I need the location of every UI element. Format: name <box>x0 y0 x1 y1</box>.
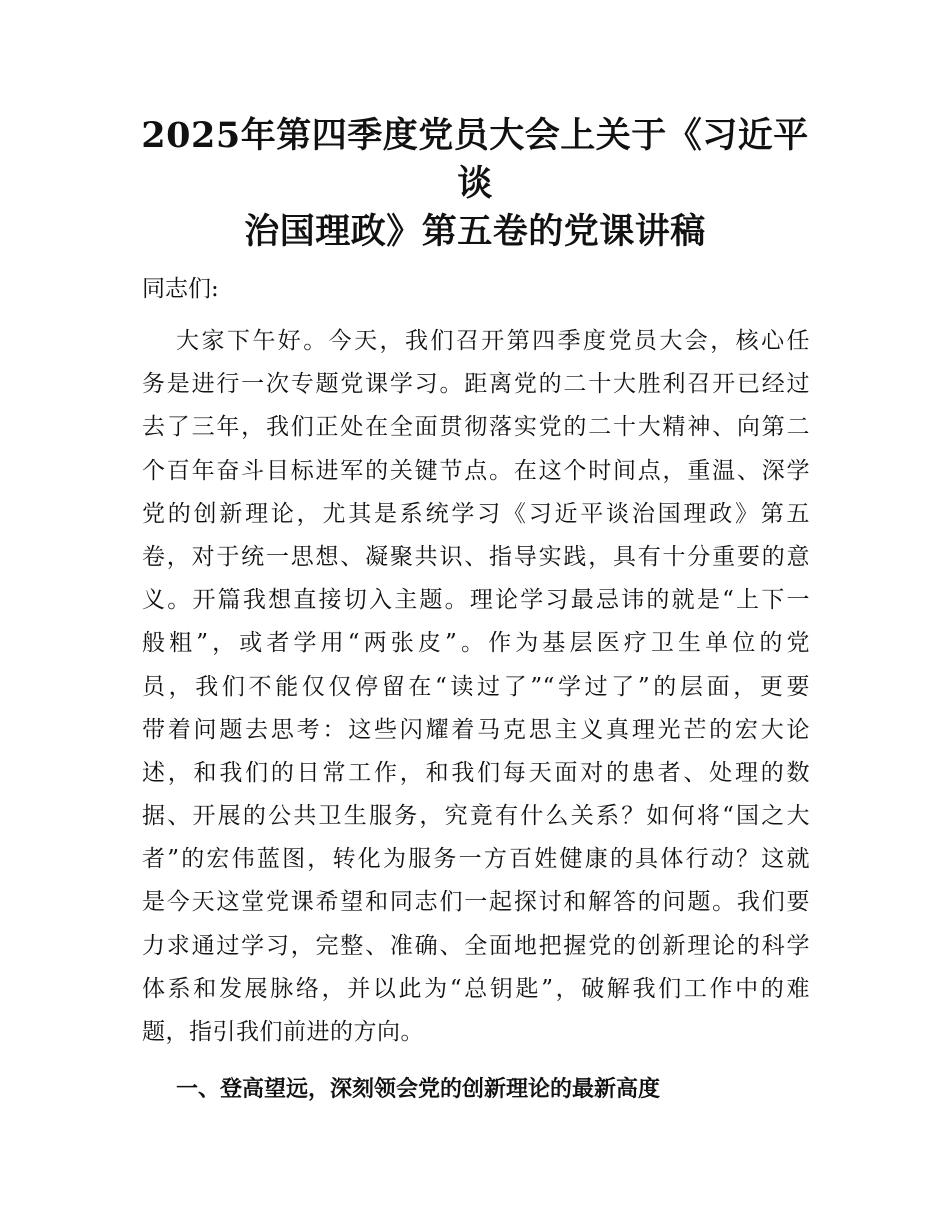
document-title <box>130 112 820 256</box>
body-paragraph <box>142 320 810 1054</box>
title-line-1: 2025年第四季度党员大会上关于《习近平谈 <box>141 115 809 204</box>
paragraph-line: 带着问题去思考：这些闪耀着马克思主义真理光芒的宏大论 <box>142 716 810 743</box>
paragraph-line: 题，指引我们前进的方向。 <box>142 1019 424 1045</box>
paragraph-line: 去了三年，我们正处在全面贯彻落实党的二十大精神、向第二 <box>142 414 810 441</box>
paragraph-line: 员，我们不能仅仅停留在“读过了”“学过了”的层面，更要 <box>142 673 810 700</box>
paragraph-line: 大家下午好。今天，我们召开第四季度党员大会，核心任 <box>176 328 810 354</box>
paragraph-line: 个百年奋斗目标进军的关键节点。在这个时间点，重温、深学 <box>142 457 810 484</box>
title-line-2: 治国理政》第五卷的党课讲稿 <box>244 211 706 252</box>
paragraph-line: 是今天这堂党课希望和同志们一起探讨和解答的问题。我们要 <box>142 889 810 916</box>
paragraph-line: 据、开展的公共卫生服务，究竟有什么关系？如何将“国之大 <box>142 803 810 830</box>
paragraph-line: 党的创新理论，尤其是系统学习《习近平谈治国理政》第五 <box>142 500 810 527</box>
paragraph-line: 力求通过学习，完整、准确、全面地把握党的创新理论的科学 <box>142 932 810 959</box>
salutation: 同志们: <box>142 276 219 302</box>
paragraph-line: 卷，对于统一思想、凝聚共识、指导实践，具有十分重要的意 <box>142 543 810 570</box>
paragraph-line: 务是进行一次专题党课学习。距离党的二十大胜利召开已经过 <box>142 371 810 398</box>
paragraph-line: 般粗”，或者学用“两张皮”。作为基层医疗卫生单位的党 <box>142 630 810 657</box>
paragraph-line: 体系和发展脉络，并以此为“总钥匙”，破解我们工作中的难 <box>142 975 810 1002</box>
paragraph-line: 者”的宏伟蓝图，转化为服务一方百姓健康的具体行动？这就 <box>142 846 810 873</box>
paragraph-line: 义。开篇我想直接切入主题。理论学习最忌讳的就是“上下一 <box>142 587 810 614</box>
paragraph-line: 述，和我们的日常工作，和我们每天面对的患者、处理的数 <box>142 759 810 786</box>
section-heading: 一、登高望远，深刻领会党的创新理论的最新高度 <box>176 1077 661 1102</box>
